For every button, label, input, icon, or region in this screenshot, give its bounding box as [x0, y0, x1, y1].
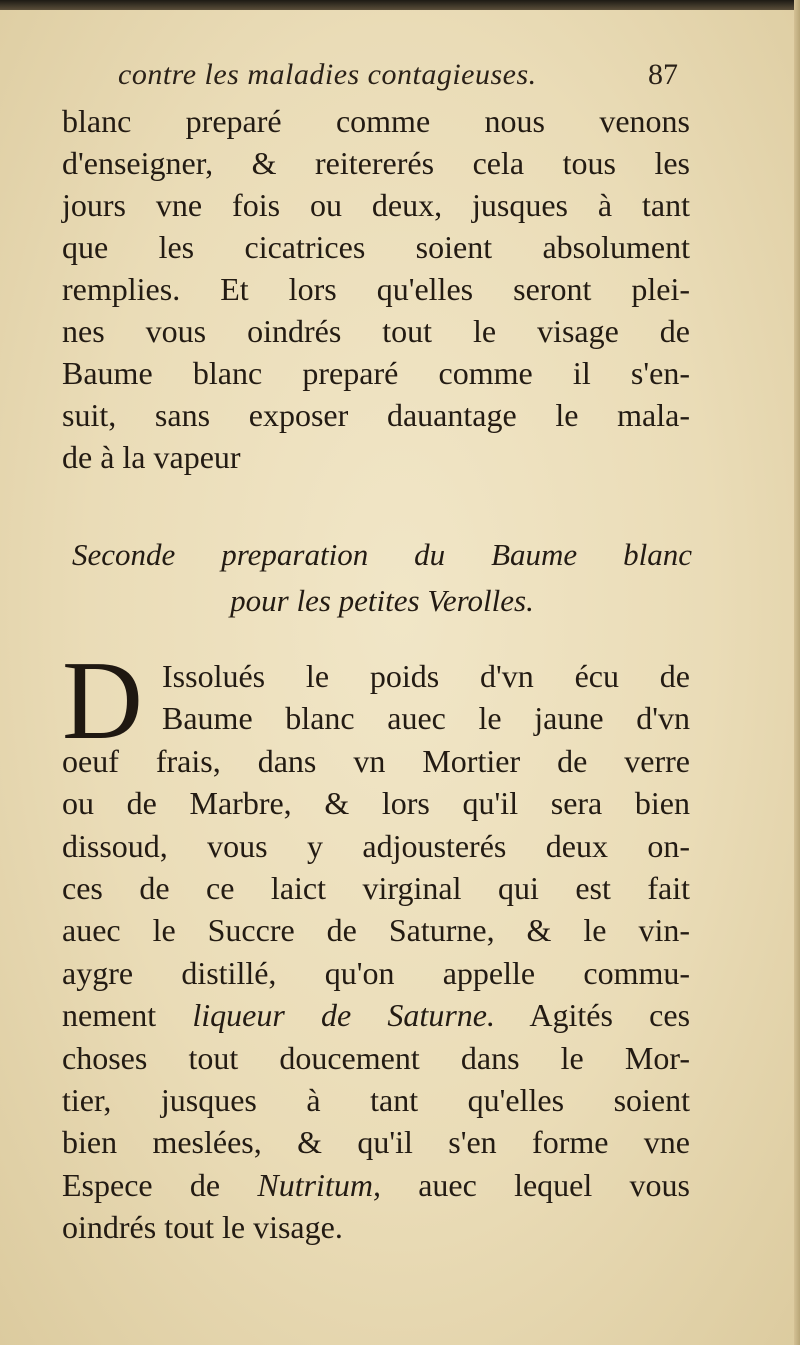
paragraph-2 — [62, 639, 691, 1248]
italic-term: Nutritum, — [257, 1166, 381, 1203]
text-line: suit, sans exposer dauantage le mala- — [62, 397, 690, 433]
text-run: nement — [62, 997, 193, 1034]
heading-line-2: pour les petites Verolles. — [230, 583, 534, 618]
page-right-edge — [794, 0, 800, 1345]
text-line: d'enseigner, & reitererés cela tous les — [62, 145, 690, 181]
section-heading — [72, 532, 692, 624]
text-line: ou de Marbre, & lors qu'il sera bien — [62, 785, 690, 822]
italic-term: liqueur de Saturne. — [192, 997, 495, 1034]
text-line: Issolués le poids d'vn écu de — [162, 658, 690, 694]
paragraph-1 — [62, 100, 690, 478]
text-line: dissoud, vous y adjousterés deux on- — [62, 827, 690, 864]
text-line: aygre distillé, qu'on appelle commu- — [62, 954, 690, 991]
page-number: 87 — [648, 58, 678, 91]
text-line: nes vous oindrés tout le visage de — [62, 313, 690, 349]
text-run: Espece de — [62, 1166, 258, 1203]
text-line: remplies. Et lors qu'elles seront plei- — [62, 271, 690, 307]
text-line: Baume blanc preparé comme il s'en- — [62, 355, 690, 391]
text-line: ces de ce laict virginal qui est fait — [62, 869, 690, 906]
text-line: oindrés tout le visage. — [62, 1209, 343, 1246]
text-line: bien meslées, & qu'il s'en forme vne — [62, 1124, 690, 1161]
text-line: jours vne fois ou deux, jusques à tant — [62, 187, 690, 223]
heading-line-1: Seconde preparation du Baume blanc — [72, 537, 692, 572]
page-top-edge — [0, 0, 800, 10]
text-run: auec lequel vous — [380, 1166, 691, 1203]
text-line — [62, 994, 690, 1036]
text-line: choses tout doucement dans le Mor- — [62, 1039, 690, 1076]
text-line: blanc preparé comme nous venons — [62, 103, 690, 139]
text-run: Agités ces — [494, 997, 691, 1034]
text-line: oeuf frais, dans vn Mortier de verre — [62, 742, 690, 779]
page-header — [118, 58, 678, 98]
text-line — [62, 1164, 690, 1206]
text-line: Baume blanc auec le jaune d'vn — [162, 700, 690, 737]
text-line: que les cicatrices soient absolument — [62, 229, 690, 265]
drop-cap: D — [62, 639, 143, 763]
text-line: de à la vapeur — [62, 439, 241, 475]
text-line: tier, jusques à tant qu'elles soient — [62, 1081, 690, 1118]
running-title: contre les maladies contagieuses. — [118, 58, 537, 91]
text-line: auec le Succre de Saturne, & le vin- — [62, 912, 690, 949]
